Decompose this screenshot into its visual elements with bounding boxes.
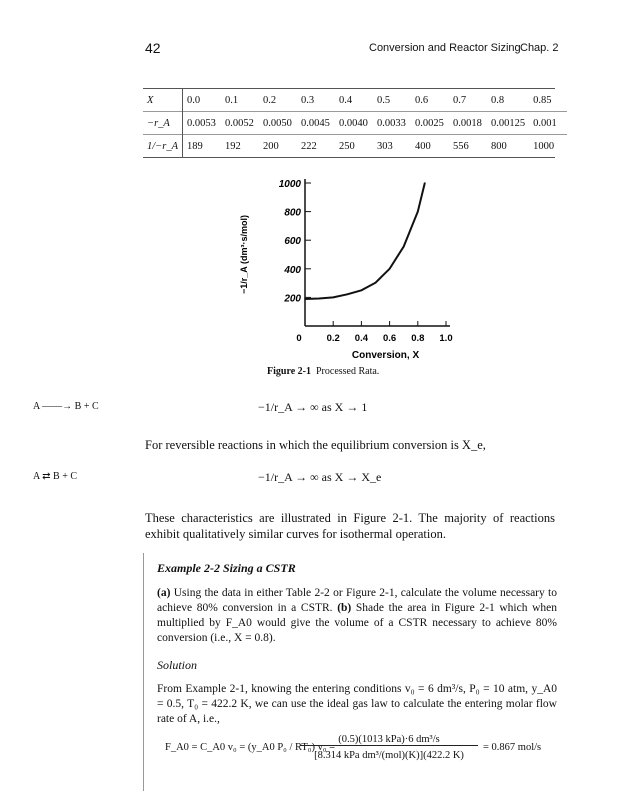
table-cell: 800 xyxy=(491,140,507,152)
x-tick-label: 0.6 xyxy=(382,333,397,344)
table-cell: 0.0040 xyxy=(339,117,368,129)
solution-heading: Solution xyxy=(157,658,198,672)
table-cell: 0.0052 xyxy=(225,117,254,129)
table-cell: 0.5 xyxy=(377,94,391,106)
data-point xyxy=(347,293,349,295)
table-cell: 400 xyxy=(415,140,431,152)
paragraph-characteristics: These characteristics are illustrated in Figure 2-1. The majority of reactions exhibit qualitatively similar curves for isothermal operation. xyxy=(145,511,555,541)
table-cell: 0.0025 xyxy=(415,117,444,129)
caption-text: Processed Rata. xyxy=(315,366,380,377)
data-point xyxy=(332,297,334,299)
table-cell: 0.3 xyxy=(301,94,315,106)
example-problem xyxy=(157,586,557,646)
caption-label: Figure 2-1 xyxy=(267,366,311,377)
table-cell: 303 xyxy=(377,140,393,152)
data-curve xyxy=(305,183,425,299)
data-point xyxy=(318,298,320,300)
paragraph-reversible: For reversible reactions in which the equilibrium conversion is X_e, xyxy=(145,438,486,452)
table-cell: 0.8 xyxy=(491,94,505,106)
solution-text: From Example 2-1, knowing the entering conditions v₀ = 6 dm³/s, P₀ = 10 atm, y_A0 = 0.5, T₀ = 422.2 K, we can use the ideal gas law to calculate the entering molar flow rate of A, i.e., xyxy=(157,683,557,725)
x-axis-label: Conversion, X xyxy=(351,350,420,361)
data-point xyxy=(403,246,405,248)
x-tick-label: 0.8 xyxy=(411,333,425,344)
equation-numerator: (0.5)(1013 kPa)·6 dm³/s xyxy=(300,734,478,746)
data-point xyxy=(304,298,306,300)
table-cell: 189 xyxy=(187,140,203,152)
table-row xyxy=(143,135,567,158)
x-tick-label: 0.4 xyxy=(354,333,369,344)
y-tick-label: 1000 xyxy=(278,179,301,190)
x-tick-label: 0.2 xyxy=(326,333,340,344)
table-cell: 0.4 xyxy=(339,94,353,106)
figure-2-1-chart xyxy=(225,170,455,370)
x-tick-label: 0 xyxy=(296,333,302,344)
equation-lhs: F_A0 = C_A0 v₀ = (y_A0 P₀ / RT₀) v₀ = xyxy=(165,742,336,753)
table-cell: 0.0053 xyxy=(187,117,216,129)
example-margin-rule xyxy=(143,553,144,791)
table-cell: 1000 xyxy=(533,140,555,152)
data-point xyxy=(361,289,363,291)
chapter-label: Chap. 2 xyxy=(520,42,559,54)
table-cell: 0.0 xyxy=(187,94,201,106)
table-cell: 0.0050 xyxy=(263,117,292,129)
table-cell: 556 xyxy=(453,140,469,152)
reversible-reaction: A ⇄ B + C xyxy=(33,471,78,482)
y-axis-label: −1/r_A (dm³·s/mol) xyxy=(239,215,249,294)
equation-result: = 0.867 mol/s xyxy=(483,742,542,753)
table-cell: 0.00125 xyxy=(491,117,526,129)
table-cell: 0.1 xyxy=(225,94,239,106)
data-point xyxy=(389,268,391,270)
reversible-condition: −1/r_A → ∞ as X → X_e xyxy=(258,470,382,484)
part-b-label: (b) xyxy=(337,602,352,614)
y-tick-label: 200 xyxy=(284,293,301,305)
equation-denominator: [8.314 kPa dm³/(mol)(K)](422.2 K) xyxy=(314,750,464,761)
table-cell: 0.0018 xyxy=(453,117,482,129)
page-number: 42 xyxy=(145,40,161,56)
example-title: Example 2-2 Sizing a CSTR xyxy=(157,561,296,575)
y-tick-label: 600 xyxy=(284,236,301,248)
row-label: −r_A xyxy=(143,112,183,135)
table-cell: 222 xyxy=(301,140,317,152)
part-b-text: Shade the area in Figure 2-1 which when multiplied by F_A0 would give the volume of a CSTR necessary to achieve 80% conversion (i.e., X = 0.8). xyxy=(157,602,557,644)
table-cell: 200 xyxy=(263,140,279,152)
table-cell: 0.0045 xyxy=(301,117,330,129)
table-cell: 0.0033 xyxy=(377,117,406,129)
data-point xyxy=(375,282,377,284)
table-cell: 0.7 xyxy=(453,94,467,106)
irreversible-condition: −1/r_A → ∞ as X → 1 xyxy=(258,400,368,414)
table-cell: 0.2 xyxy=(263,94,277,106)
part-a-label: (a) xyxy=(157,587,171,599)
table-cell: 192 xyxy=(225,140,241,152)
row-label: 1/−r_A xyxy=(143,135,183,158)
row-label: X xyxy=(143,89,183,112)
y-tick-label: 400 xyxy=(284,264,301,276)
table-bottom-rule xyxy=(143,157,555,158)
table-cell: 250 xyxy=(339,140,355,152)
table-cell: 0.85 xyxy=(533,94,552,106)
table-cell: 0.001 xyxy=(533,117,557,129)
part-a-text: Using the data in either Table 2-2 or Figure 2-1, calculate the volume necessary to achieve 80% conversion in a CSTR. xyxy=(157,587,557,614)
table-row xyxy=(143,112,567,135)
table-cell: 0.6 xyxy=(415,94,429,106)
table-row xyxy=(143,89,567,112)
running-title: Conversion and Reactor Sizing xyxy=(369,42,521,54)
x-tick-label: 1.0 xyxy=(439,333,453,344)
y-tick-label: 800 xyxy=(284,207,301,219)
figure-caption xyxy=(267,366,379,377)
irreversible-reaction: A ——→ B + C xyxy=(33,401,99,412)
data-table xyxy=(143,89,567,157)
data-point xyxy=(417,211,419,213)
data-point xyxy=(424,182,426,184)
